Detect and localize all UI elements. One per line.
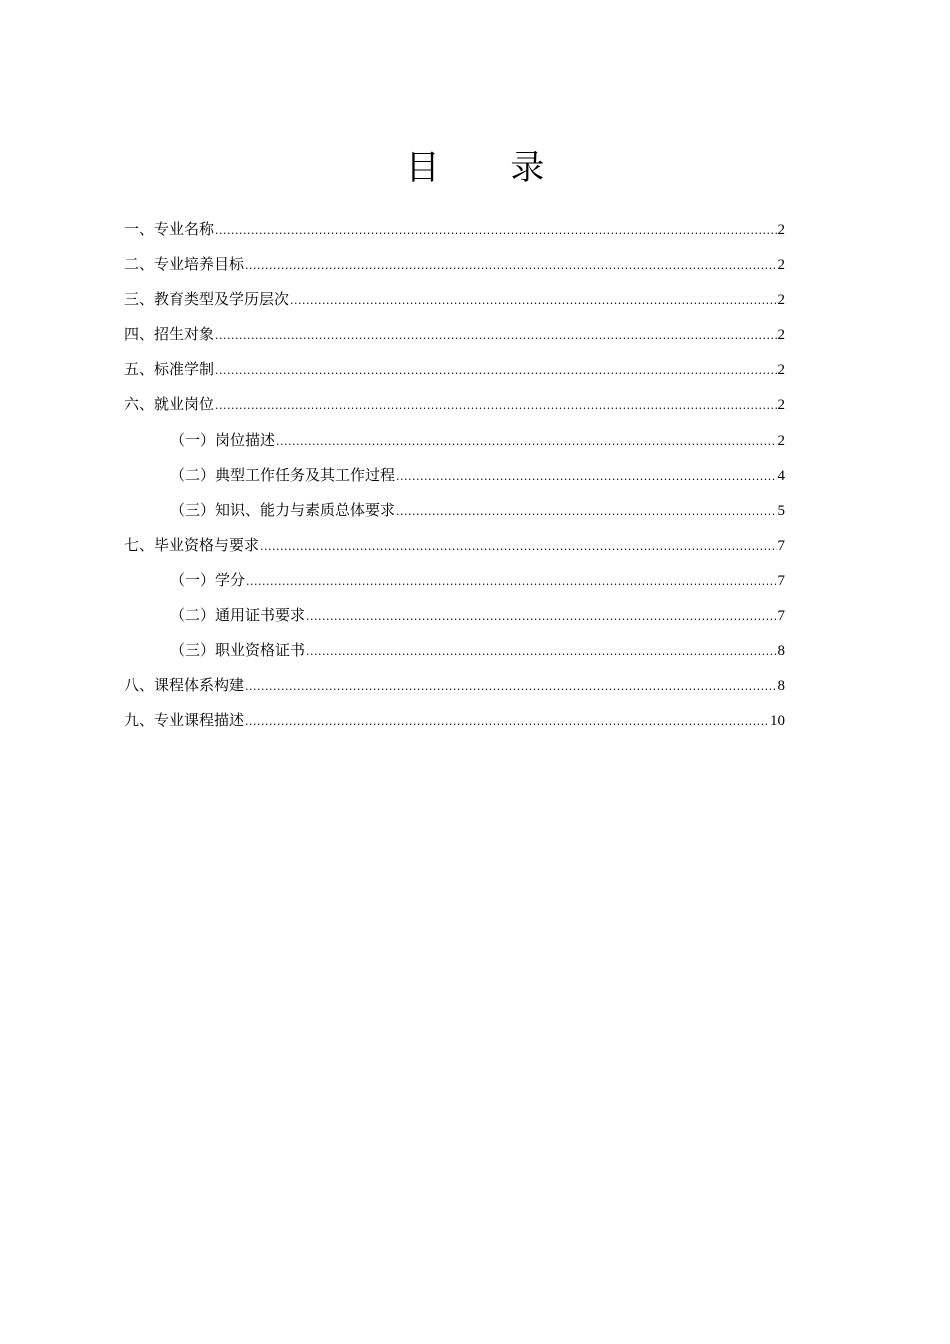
toc-entry[interactable]	[124, 668, 785, 703]
toc-leader-dots	[396, 494, 776, 529]
toc-leader-dots	[276, 424, 776, 459]
toc-subentry[interactable]	[124, 423, 785, 458]
toc-leader-dots	[396, 459, 776, 494]
toc-entry-page: 7	[777, 537, 785, 554]
toc-entry[interactable]	[124, 387, 785, 422]
toc-entry[interactable]	[124, 352, 785, 387]
toc-entry-label: 一、专业名称	[124, 220, 215, 238]
toc-entry-label: 八、课程体系构建	[124, 676, 245, 695]
toc-leader-dots	[215, 318, 776, 353]
toc-entry-label: 四、招生对象	[124, 325, 215, 344]
toc-entry-label: 五、标准学制	[124, 360, 215, 379]
toc-entry-page: 2	[777, 222, 785, 238]
toc-leader-dots	[245, 248, 776, 283]
toc-entry-page: 7	[777, 608, 785, 625]
toc-entry-page: 2	[777, 362, 785, 379]
toc-entry-label: （三）知识、能力与素质总体要求	[170, 500, 396, 519]
toc-entry-label: 九、专业课程描述	[124, 711, 245, 730]
toc-entry-label: 三、教育类型及学历层次	[124, 290, 290, 309]
toc-entry-page: 2	[777, 397, 785, 414]
toc-entry-page: 8	[777, 643, 785, 660]
toc-entry-label: 七、毕业资格与要求	[124, 535, 260, 554]
toc-leader-dots	[260, 529, 776, 564]
toc-entry-page: 5	[777, 502, 785, 519]
toc-entry-label: （一）岗位描述	[170, 430, 276, 449]
toc-entry-page: 10	[770, 713, 785, 730]
toc-leader-dots	[245, 704, 769, 739]
toc-leader-dots	[215, 388, 776, 423]
toc-entry-label: （二）典型工作任务及其工作过程	[170, 465, 396, 484]
toc-leader-dots	[215, 353, 776, 388]
toc-entry-page: 2	[777, 432, 785, 449]
toc-subentry[interactable]	[124, 563, 785, 598]
toc-entry[interactable]	[124, 247, 785, 282]
toc-entry[interactable]	[124, 528, 785, 563]
toc-entry-page: 8	[777, 678, 785, 695]
toc-leader-dots	[306, 634, 776, 669]
toc-entry-page: 2	[777, 327, 785, 344]
toc-subentry[interactable]	[124, 633, 785, 668]
toc-entry-page: 2	[777, 292, 785, 309]
toc-leader-dots	[306, 599, 776, 634]
toc-entry-page: 4	[777, 467, 785, 484]
toc-subentry[interactable]	[124, 598, 785, 633]
toc-entry-label: （二）通用证书要求	[170, 606, 306, 625]
toc-entry-label: （三）职业资格证书	[170, 641, 306, 660]
toc-subentry[interactable]	[124, 458, 785, 493]
toc-entry[interactable]	[124, 703, 785, 738]
toc-leader-dots	[290, 283, 776, 318]
toc-entry[interactable]	[124, 317, 785, 352]
toc-entry-page: 7	[777, 572, 785, 589]
toc-subentry[interactable]	[124, 493, 785, 528]
toc-entry-label: （一）学分	[170, 570, 246, 589]
toc-leader-dots	[246, 564, 776, 599]
toc-entry[interactable]	[124, 212, 785, 247]
toc-entry-label: 六、就业岗位	[124, 395, 215, 414]
toc-list	[124, 212, 785, 738]
toc-entry[interactable]	[124, 282, 785, 317]
toc-leader-dots	[215, 213, 776, 248]
toc-title: 目 录	[405, 148, 575, 188]
toc-entry-page: 2	[777, 257, 785, 274]
toc-entry-label: 二、专业培养目标	[124, 255, 245, 274]
toc-leader-dots	[245, 669, 776, 704]
